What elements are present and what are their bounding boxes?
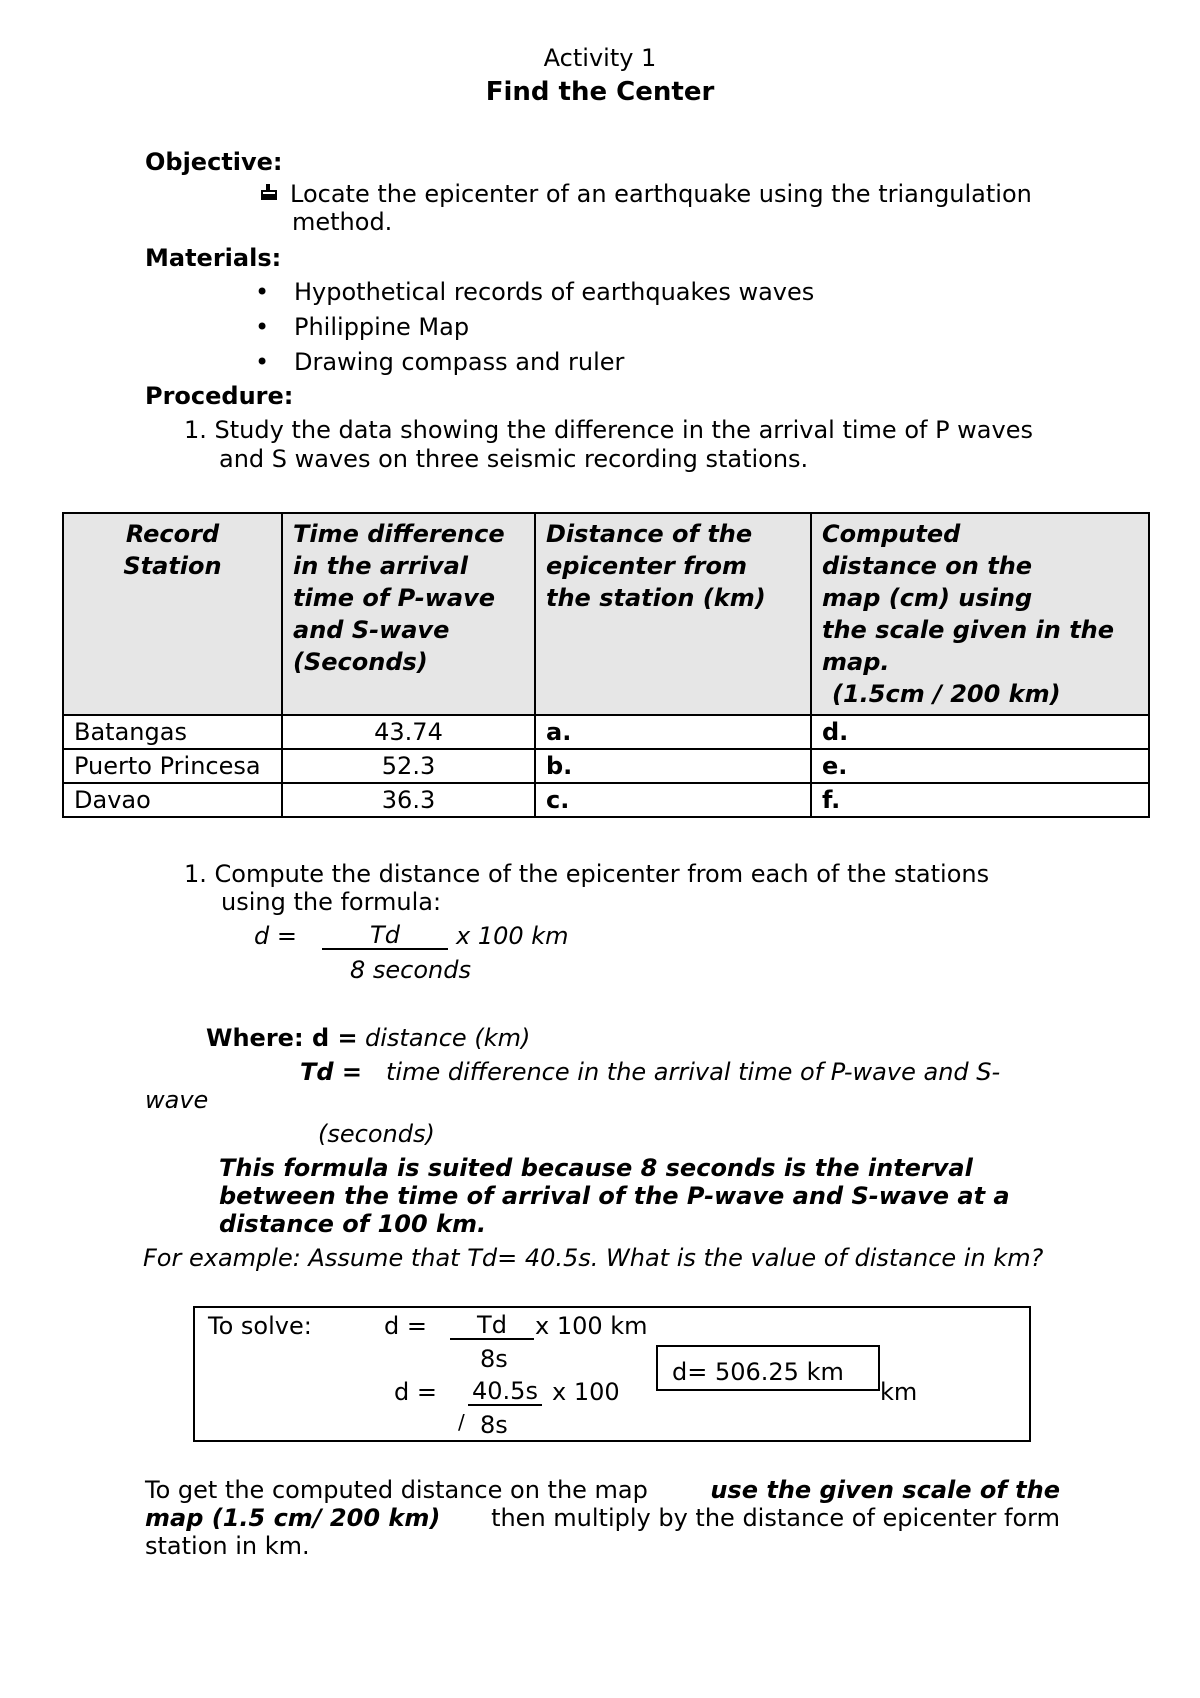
solve-eq2-numerator: 40.5s <box>468 1378 542 1406</box>
solve-eq2-denominator: 8s <box>480 1411 508 1439</box>
materials-item: Philippine Map <box>294 313 470 341</box>
computed-cell: e. <box>811 749 1149 783</box>
table-row <box>63 715 1149 749</box>
objective-heading: Objective: <box>145 148 283 176</box>
computed-cell: d. <box>811 715 1149 749</box>
bullet-icon: • <box>255 348 270 376</box>
time-cell: 52.3 <box>282 749 535 783</box>
td-symbol: Td = <box>300 1058 363 1086</box>
solve-eq1-denominator: 8s <box>480 1345 508 1373</box>
closing-line3: station in km. <box>145 1532 310 1560</box>
bullet-icon: • <box>255 278 270 306</box>
formula-denominator: 8 seconds <box>350 956 471 984</box>
solve-eq1-lhs: d = <box>384 1312 427 1340</box>
td-definition: time difference in the arrival time of P-wave and S- <box>386 1058 1001 1086</box>
header-distance: Distance of the epicenter from the station (km) <box>535 513 811 715</box>
procedure-step1-line2: and S waves on three seismic recording stations. <box>219 445 809 473</box>
solve-label: To solve: <box>208 1312 312 1340</box>
solve-eq1-numerator: Td <box>450 1312 534 1340</box>
materials-item: Drawing compass and ruler <box>294 348 625 376</box>
station-cell: Batangas <box>63 715 282 749</box>
note-line3: distance of 100 km. <box>219 1210 487 1238</box>
materials-item: Hypothetical records of earthquakes waves <box>294 278 815 306</box>
formula-numerator: Td <box>322 922 448 950</box>
slash-mark-icon: / <box>458 1410 465 1434</box>
station-cell: Davao <box>63 783 282 817</box>
distance-cell: b. <box>535 749 811 783</box>
compute-line1: 1. Compute the distance of the epicenter from each of the stations <box>184 860 990 888</box>
computed-cell: f. <box>811 783 1149 817</box>
solve-eq2-multiplier: x 100 <box>552 1378 620 1406</box>
time-cell: 43.74 <box>282 715 535 749</box>
activity-label: Activity 1 <box>543 44 657 72</box>
header-computed-distance: Computed distance on the map (cm) using the scale given in the map. (1.5cm / 200 km) <box>811 513 1149 715</box>
closing-line1: To get the computed distance on the map use the given scale of the <box>145 1476 1060 1504</box>
d-symbol: d = <box>312 1024 358 1052</box>
example-question: For example: Assume that Td= 40.5s. What is the value of distance in km? <box>143 1244 1044 1272</box>
solve-eq2-lhs: d = <box>394 1378 437 1406</box>
materials-heading: Materials: <box>145 244 282 272</box>
solve-eq1-multiplier: x 100 km <box>535 1312 648 1340</box>
td-unit: (seconds) <box>318 1120 435 1148</box>
closing-line2: map (1.5 cm/ 200 km) then multiply by the distance of epicenter form <box>145 1504 1060 1532</box>
objective-item-line1: Locate the epicenter of an earthquake using the triangulation <box>290 180 1032 208</box>
answer-value: d= 506.25 km <box>672 1358 844 1386</box>
header-record-station: Record Station <box>63 513 282 715</box>
objective-item-line2: method. <box>292 208 393 236</box>
d-definition: distance (km) <box>365 1024 531 1052</box>
time-cell: 36.3 <box>282 783 535 817</box>
formula-lhs: d = <box>254 922 297 950</box>
td-definition-wrap: wave <box>145 1086 209 1114</box>
station-cell: Puerto Princesa <box>63 749 282 783</box>
procedure-heading: Procedure: <box>145 382 294 410</box>
procedure-step1-line1: 1. Study the data showing the difference in the arrival time of P waves <box>184 416 1033 444</box>
table-row <box>63 783 1149 817</box>
answer-unit: km <box>880 1378 918 1406</box>
distance-cell: c. <box>535 783 811 817</box>
pointing-hand-icon <box>258 180 280 208</box>
note-line2: between the time of arrival of the P-wave and S-wave at a <box>219 1182 1010 1210</box>
seismic-data-table <box>62 512 1150 818</box>
formula-multiplier: x 100 km <box>456 922 569 950</box>
note-line1: This formula is suited because 8 seconds is the interval <box>219 1154 973 1182</box>
bullet-icon: • <box>255 313 270 341</box>
where-label: Where: <box>206 1024 304 1052</box>
table-row <box>63 749 1149 783</box>
page-title: Find the Center <box>485 77 715 107</box>
header-time-difference: Time difference in the arrival time of P-wave and S-wave (Seconds) <box>282 513 535 715</box>
compute-line2: using the formula: <box>221 888 442 916</box>
distance-cell: a. <box>535 715 811 749</box>
